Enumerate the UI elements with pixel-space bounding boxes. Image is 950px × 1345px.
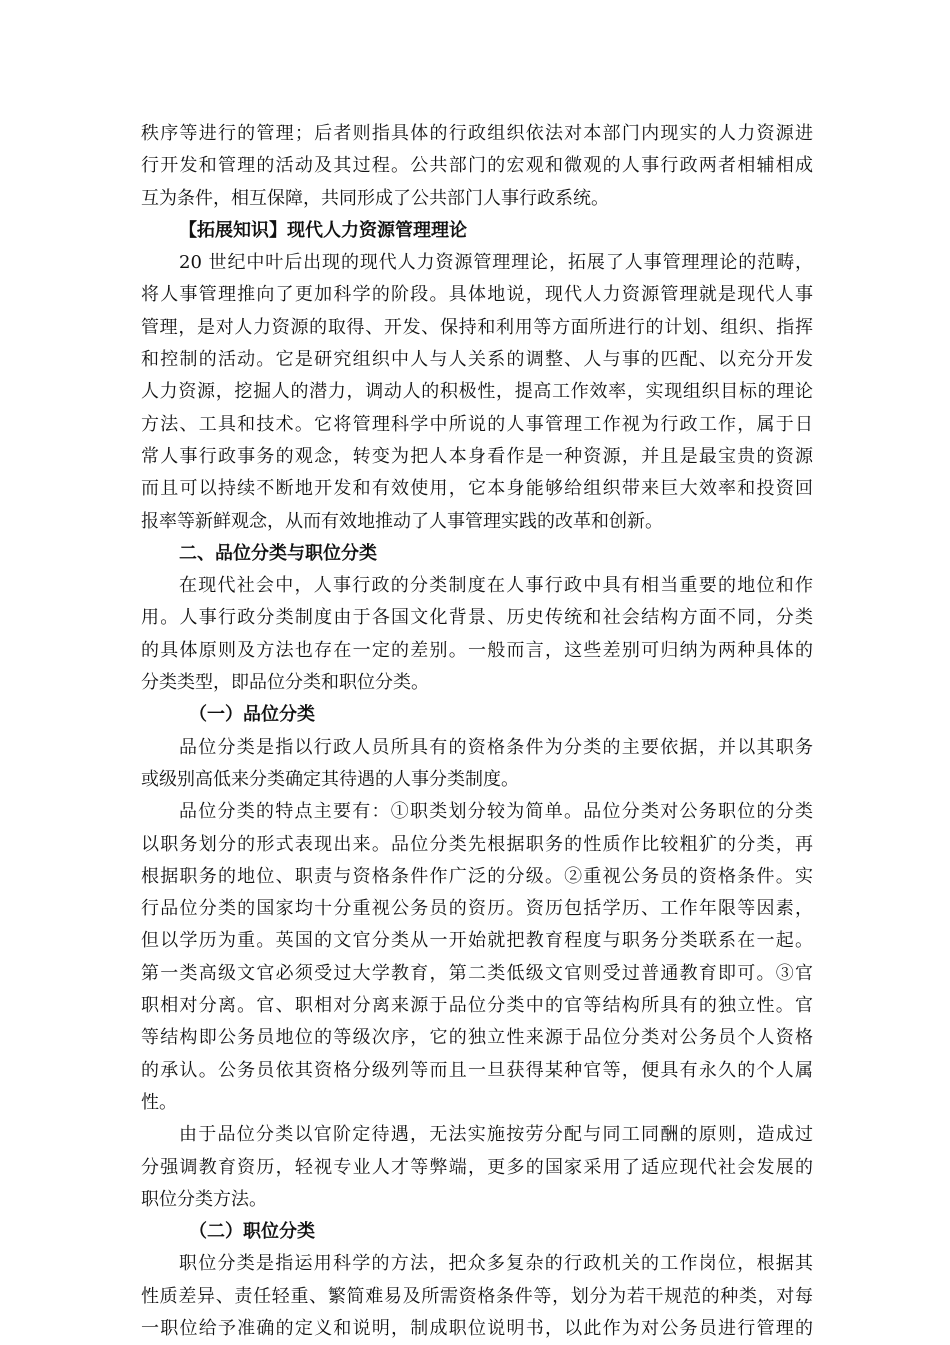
subsection-heading: （二）职位分类 <box>189 1221 315 1243</box>
document-page <box>141 118 813 1345</box>
text-line: 性质差异、责任轻重、繁简难易及所需资格条件等，划分为若干规范的种类，对每 <box>141 1285 813 1307</box>
text-line: 和控制的活动。它是研究组织中人与人关系的调整、人与事的匹配、以充分开发 <box>141 349 813 371</box>
text-line: 方法、工具和技术。它将管理科学中所说的人事管理工作视为行政工作，属于日 <box>141 413 813 435</box>
section-heading: 【拓展知识】现代人力资源管理理论 <box>179 219 467 241</box>
text-line: 行品位分类的国家均十分重视公务员的资历。资历包括学历、工作年限等因素， <box>141 898 813 920</box>
paragraph <box>141 118 813 215</box>
text-line: 常人事行政事务的观念，转变为把人本身看作是一种资源，并且是最宝贵的资源 <box>141 445 813 467</box>
text-line: 秩序等进行的管理；后者则指具体的行政组织依法对本部门内现实的人力资源进 <box>141 123 813 144</box>
text-line: 但以学历为重。英国的文官分类从一开始就把教育程度与职务分类联系在一起。 <box>141 930 813 952</box>
paragraph <box>141 796 813 1119</box>
text-line: 根据职务的地位、职责与资格条件作广泛的分级。②重视公务员的资格条件。实 <box>141 865 813 887</box>
text-line: 分类类型，即品位分类和职位分类。 <box>141 672 429 694</box>
text-line: 由于品位分类以官阶定待遇，无法实施按劳分配与同工同酬的原则，造成过 <box>179 1124 813 1146</box>
paragraph <box>141 1119 813 1216</box>
subsection-heading: （一）品位分类 <box>189 704 315 726</box>
text-line: 职位分类是指运用科学的方法，把众多复杂的行政机关的工作岗位，根据其 <box>179 1253 813 1275</box>
text-line: 而且可以持续不断地开发和有效使用，它本身能够给组织带来巨大效率和投资回 <box>141 478 813 500</box>
text-line: 第一类高级文官必须受过大学教育，第二类低级文官则受过普通教育即可。③官 <box>141 962 813 984</box>
text-line: 用。人事行政分类制度由于各国文化背景、历史传统和社会结构方面不同，分类 <box>141 607 813 629</box>
text-line: 一职位给予准确的定义和说明，制成职位说明书，以此作为对公务员进行管理的 <box>141 1317 813 1339</box>
text-line: 人力资源，挖掘人的潜力，调动人的积极性，提高工作效率，实现组织目标的理论 <box>141 381 813 403</box>
text-line: 或级别高低来分类确定其待遇的人事分类制度。 <box>141 768 519 790</box>
text-line: 品位分类是指以行政人员所具有的资格条件为分类的主要依据，并以其职务 <box>179 736 813 758</box>
text-line: 管理，是对人力资源的取得、开发、保持和利用等方面所进行的计划、组织、指挥 <box>141 316 813 338</box>
text-line: 在现代社会中，人事行政的分类制度在人事行政中具有相当重要的地位和作 <box>179 575 813 597</box>
text-line: 职位分类方法。 <box>141 1188 267 1210</box>
section-heading: 二、品位分类与职位分类 <box>179 542 377 564</box>
paragraph <box>141 570 813 699</box>
text-line: 20 世纪中叶后出现的现代人力资源管理理论，拓展了人事管理理论的范畴， <box>179 252 813 274</box>
text-line: 将人事管理推向了更加科学的阶段。具体地说，现代人力资源管理就是现代人事 <box>141 284 813 306</box>
text-line: 的承认。公务员依其资格分级列等而且一旦获得某种官等，便具有永久的个人属 <box>141 1059 813 1081</box>
text-line: 品位分类的特点主要有：①职类划分较为简单。品位分类对公务职位的分类 <box>179 801 813 823</box>
text-line: 以职务划分的形式表现出来。品位分类先根据职务的性质作比较粗犷的分类，再 <box>141 833 813 855</box>
text-line: 的具体原则及方法也存在一定的差别。一般而言，这些差别可归纳为两种具体的 <box>141 639 813 661</box>
paragraph <box>141 247 813 538</box>
text-line: 报率等新鲜观念，从而有效地推动了人事管理实践的改革和创新。 <box>141 510 663 532</box>
text-line: 性。 <box>141 1091 177 1113</box>
paragraph <box>141 1248 813 1345</box>
text-line: 互为条件，相互保障，共同形成了公共部门人事行政系统。 <box>141 187 609 209</box>
paragraph <box>141 732 813 797</box>
text-line: 职相对分离。官、职相对分离来源于品位分类中的官等结构所具有的独立性。官 <box>141 995 813 1017</box>
text-line: 行开发和管理的活动及其过程。公共部门的宏观和微观的人事行政两者相辅相成 <box>141 155 813 177</box>
text-line: 分强调教育资历，轻视专业人才等弊端，更多的国家采用了适应现代社会发展的 <box>141 1156 813 1178</box>
text-line: 等结构即公务员地位的等级次序，它的独立性来源于品位分类对公务员个人资格 <box>141 1027 813 1049</box>
